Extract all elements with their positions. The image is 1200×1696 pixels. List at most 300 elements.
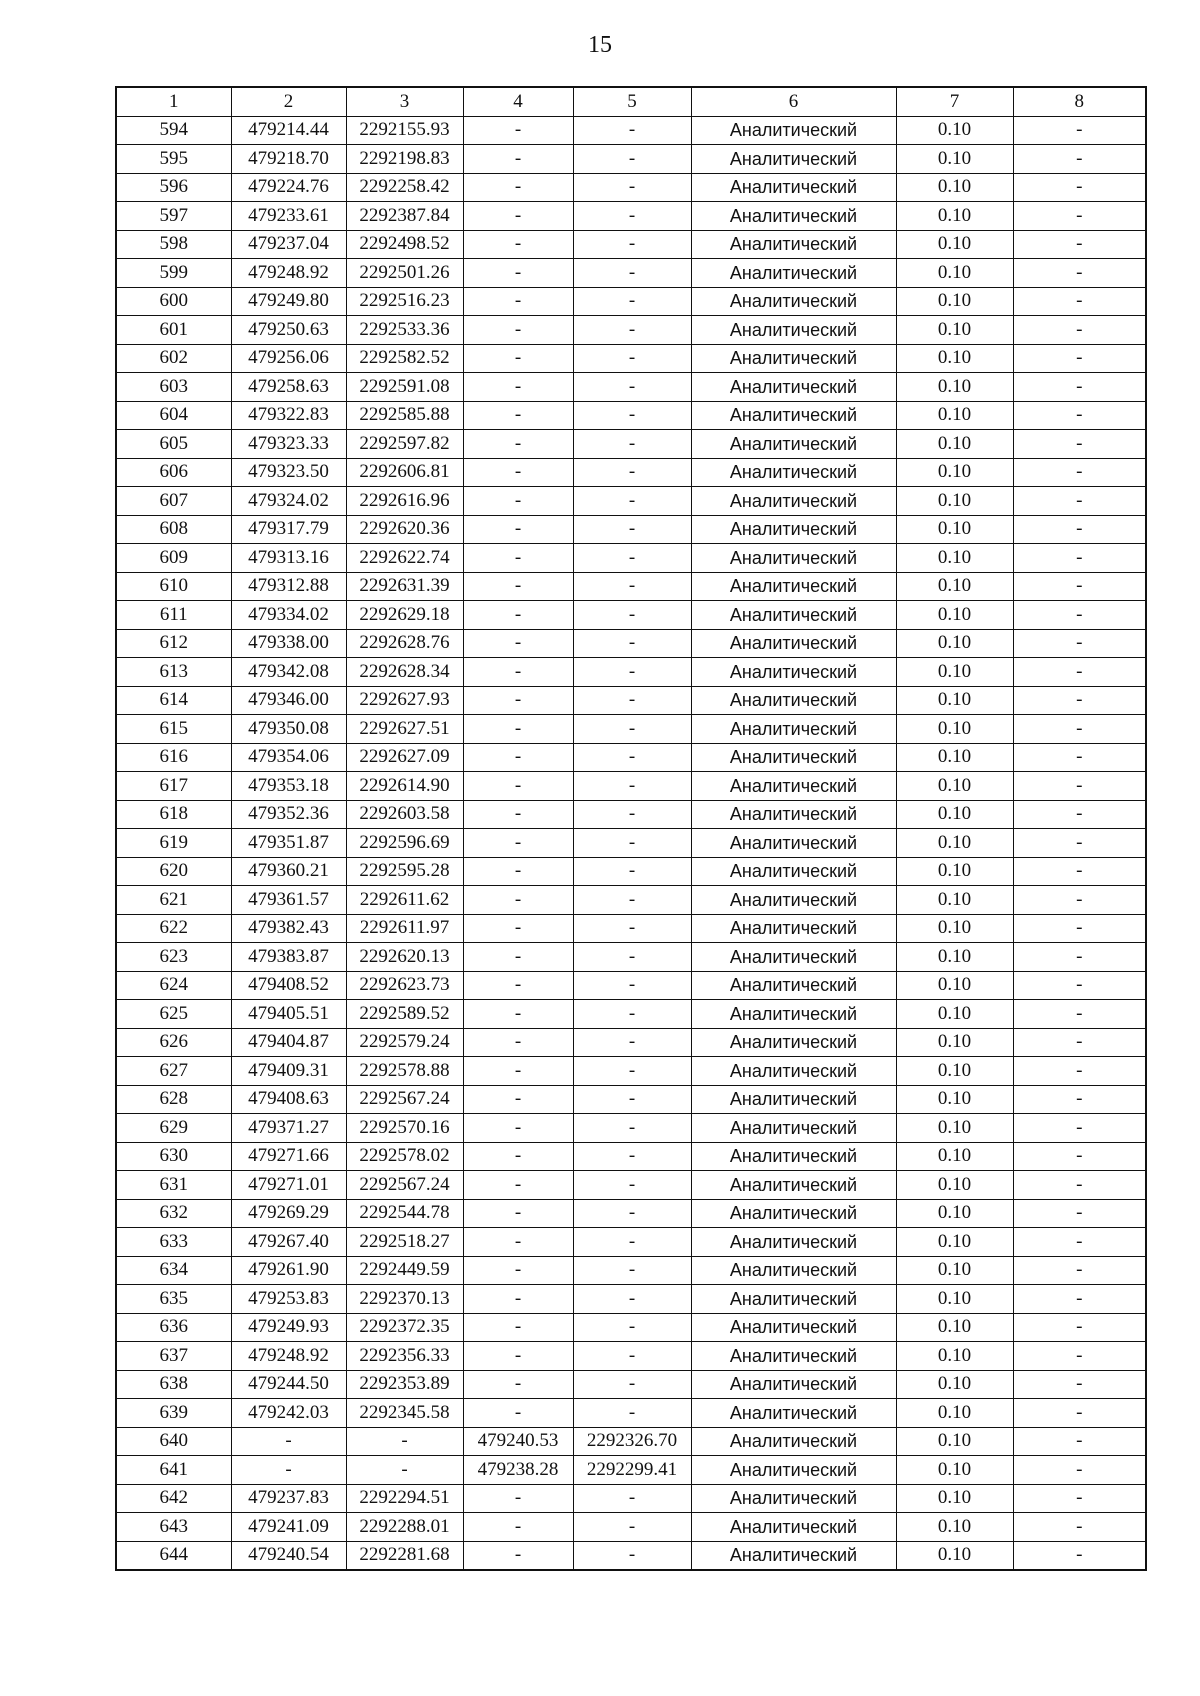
table-cell: - bbox=[1013, 772, 1146, 801]
table-cell: 2292294.51 bbox=[346, 1484, 463, 1513]
table-cell: 479271.66 bbox=[231, 1142, 346, 1171]
table-cell: - bbox=[1013, 971, 1146, 1000]
table-row bbox=[116, 487, 1146, 516]
table-cell: Аналитический bbox=[691, 259, 896, 288]
table-cell: - bbox=[463, 658, 573, 687]
table-cell: 0.10 bbox=[896, 316, 1013, 345]
table-cell: 479312.88 bbox=[231, 572, 346, 601]
table-cell: - bbox=[573, 743, 691, 772]
table-cell: 633 bbox=[116, 1228, 231, 1257]
table-cell: 479383.87 bbox=[231, 943, 346, 972]
table-cell: 0.10 bbox=[896, 1285, 1013, 1314]
table-cell: 595 bbox=[116, 145, 231, 174]
table-cell: Аналитический bbox=[691, 1285, 896, 1314]
table-cell: 2292628.76 bbox=[346, 629, 463, 658]
table-cell: 632 bbox=[116, 1199, 231, 1228]
table-cell: Аналитический bbox=[691, 1114, 896, 1143]
table-cell: 479248.92 bbox=[231, 259, 346, 288]
table-cell: - bbox=[463, 287, 573, 316]
table-cell: 0.10 bbox=[896, 1171, 1013, 1200]
table-cell: - bbox=[231, 1427, 346, 1456]
table-cell: 479409.31 bbox=[231, 1057, 346, 1086]
table-cell: - bbox=[573, 487, 691, 516]
table-cell: 2292611.97 bbox=[346, 914, 463, 943]
table-cell: 2292387.84 bbox=[346, 202, 463, 231]
table-cell: 479240.53 bbox=[463, 1427, 573, 1456]
table-cell: - bbox=[346, 1456, 463, 1485]
table-cell: 612 bbox=[116, 629, 231, 658]
table-cell: - bbox=[1013, 914, 1146, 943]
table-cell: 616 bbox=[116, 743, 231, 772]
header-cell: 4 bbox=[463, 87, 573, 116]
table-cell: 479317.79 bbox=[231, 515, 346, 544]
table-cell: Аналитический bbox=[691, 1399, 896, 1428]
table-row bbox=[116, 1541, 1146, 1570]
table-cell: Аналитический bbox=[691, 1142, 896, 1171]
table-row bbox=[116, 743, 1146, 772]
table-cell: Аналитический bbox=[691, 401, 896, 430]
table-cell: - bbox=[231, 1456, 346, 1485]
table-cell: 0.10 bbox=[896, 1199, 1013, 1228]
table-cell: - bbox=[573, 316, 691, 345]
table-cell: 630 bbox=[116, 1142, 231, 1171]
table-cell: - bbox=[573, 1513, 691, 1542]
table-cell: 2292570.16 bbox=[346, 1114, 463, 1143]
table-cell: 610 bbox=[116, 572, 231, 601]
table-cell: - bbox=[1013, 1085, 1146, 1114]
table-cell: Аналитический bbox=[691, 943, 896, 972]
header-row bbox=[116, 87, 1146, 116]
table-cell: 627 bbox=[116, 1057, 231, 1086]
table-cell: - bbox=[573, 1114, 691, 1143]
table-cell: 479361.57 bbox=[231, 886, 346, 915]
table-cell: 0.10 bbox=[896, 658, 1013, 687]
table-cell: Аналитический bbox=[691, 202, 896, 231]
table-cell: - bbox=[573, 1484, 691, 1513]
table-cell: 628 bbox=[116, 1085, 231, 1114]
table-cell: Аналитический bbox=[691, 1456, 896, 1485]
table-cell: 479249.80 bbox=[231, 287, 346, 316]
table-cell: 2292288.01 bbox=[346, 1513, 463, 1542]
table-cell: - bbox=[463, 971, 573, 1000]
table-cell: 0.10 bbox=[896, 914, 1013, 943]
table-cell: - bbox=[1013, 1313, 1146, 1342]
table-cell: 2292597.82 bbox=[346, 430, 463, 459]
table-row bbox=[116, 344, 1146, 373]
table-cell: 0.10 bbox=[896, 772, 1013, 801]
table-cell: 2292595.28 bbox=[346, 857, 463, 886]
table-cell: - bbox=[1013, 515, 1146, 544]
table-cell: - bbox=[463, 1057, 573, 1086]
table-cell: - bbox=[463, 686, 573, 715]
table-cell: 479248.92 bbox=[231, 1342, 346, 1371]
table-cell: 0.10 bbox=[896, 629, 1013, 658]
table-cell: - bbox=[1013, 458, 1146, 487]
table-cell: Аналитический bbox=[691, 629, 896, 658]
table-cell: Аналитический bbox=[691, 344, 896, 373]
table-cell: - bbox=[1013, 1142, 1146, 1171]
table-cell: - bbox=[573, 857, 691, 886]
table-row bbox=[116, 800, 1146, 829]
table-cell: - bbox=[463, 857, 573, 886]
table-cell: Аналитический bbox=[691, 515, 896, 544]
table-cell: - bbox=[1013, 1057, 1146, 1086]
table-cell: - bbox=[1013, 173, 1146, 202]
page-number: 15 bbox=[588, 32, 612, 58]
table-cell: 0.10 bbox=[896, 1057, 1013, 1086]
table-cell: Аналитический bbox=[691, 1427, 896, 1456]
table-cell: 611 bbox=[116, 601, 231, 630]
table-cell: - bbox=[463, 800, 573, 829]
table-cell: 479261.90 bbox=[231, 1256, 346, 1285]
table-cell: 0.10 bbox=[896, 202, 1013, 231]
table-cell: - bbox=[1013, 287, 1146, 316]
header-cell: 7 bbox=[896, 87, 1013, 116]
table-cell: 0.10 bbox=[896, 515, 1013, 544]
table-row bbox=[116, 1399, 1146, 1428]
table-cell: Аналитический bbox=[691, 430, 896, 459]
table-row bbox=[116, 116, 1146, 145]
table-cell: - bbox=[573, 829, 691, 858]
table-cell: - bbox=[573, 572, 691, 601]
table-cell: 0.10 bbox=[896, 1484, 1013, 1513]
table-cell: 603 bbox=[116, 373, 231, 402]
table-cell: 2292606.81 bbox=[346, 458, 463, 487]
table-cell: - bbox=[573, 1256, 691, 1285]
table-cell: - bbox=[1013, 1000, 1146, 1029]
table-cell: 604 bbox=[116, 401, 231, 430]
table-row bbox=[116, 287, 1146, 316]
table-cell: - bbox=[463, 116, 573, 145]
table-row bbox=[116, 1256, 1146, 1285]
table-cell: 613 bbox=[116, 658, 231, 687]
table-cell: 479408.52 bbox=[231, 971, 346, 1000]
table-row bbox=[116, 458, 1146, 487]
table-cell: - bbox=[1013, 686, 1146, 715]
table-cell: 0.10 bbox=[896, 1085, 1013, 1114]
table-cell: - bbox=[463, 1399, 573, 1428]
table-cell: - bbox=[1013, 1285, 1146, 1314]
table-cell: 0.10 bbox=[896, 487, 1013, 516]
table-cell: - bbox=[573, 430, 691, 459]
table-cell: - bbox=[463, 373, 573, 402]
table-cell: - bbox=[463, 401, 573, 430]
table-cell: 2292155.93 bbox=[346, 116, 463, 145]
table-cell: 602 bbox=[116, 344, 231, 373]
table-cell: 643 bbox=[116, 1513, 231, 1542]
table-cell: - bbox=[463, 1028, 573, 1057]
table-cell: 2292622.74 bbox=[346, 544, 463, 573]
table-row bbox=[116, 1199, 1146, 1228]
table-cell: Аналитический bbox=[691, 287, 896, 316]
table-cell: 479323.33 bbox=[231, 430, 346, 459]
table-cell: - bbox=[463, 1085, 573, 1114]
table-cell: 2292620.13 bbox=[346, 943, 463, 972]
table-row bbox=[116, 772, 1146, 801]
table-cell: 0.10 bbox=[896, 886, 1013, 915]
table-cell: - bbox=[1013, 943, 1146, 972]
table-cell: - bbox=[463, 772, 573, 801]
table-cell: - bbox=[463, 943, 573, 972]
table-row bbox=[116, 373, 1146, 402]
table-cell: - bbox=[1013, 1370, 1146, 1399]
table-cell: - bbox=[463, 1171, 573, 1200]
table-cell: 479241.09 bbox=[231, 1513, 346, 1542]
table-cell: - bbox=[573, 1142, 691, 1171]
table-cell: 0.10 bbox=[896, 1142, 1013, 1171]
table-cell: 479256.06 bbox=[231, 344, 346, 373]
table-row bbox=[116, 715, 1146, 744]
table-cell: 2292370.13 bbox=[346, 1285, 463, 1314]
table-cell: - bbox=[573, 1028, 691, 1057]
table-cell: 479258.63 bbox=[231, 373, 346, 402]
table-cell: 2292198.83 bbox=[346, 145, 463, 174]
table-cell: Аналитический bbox=[691, 743, 896, 772]
table-cell: 0.10 bbox=[896, 572, 1013, 601]
table-cell: - bbox=[1013, 629, 1146, 658]
table-cell: 0.10 bbox=[896, 829, 1013, 858]
table-cell: - bbox=[463, 316, 573, 345]
table-cell: - bbox=[463, 1285, 573, 1314]
table-cell: - bbox=[1013, 829, 1146, 858]
table-cell: 599 bbox=[116, 259, 231, 288]
table-row bbox=[116, 686, 1146, 715]
table-cell: 479351.87 bbox=[231, 829, 346, 858]
table-header bbox=[116, 87, 1146, 116]
table-cell: 598 bbox=[116, 230, 231, 259]
table-cell: - bbox=[1013, 1171, 1146, 1200]
table-cell: 642 bbox=[116, 1484, 231, 1513]
table-cell: - bbox=[463, 344, 573, 373]
table-cell: - bbox=[1013, 658, 1146, 687]
table-cell: - bbox=[1013, 259, 1146, 288]
table-cell: 608 bbox=[116, 515, 231, 544]
table-cell: 0.10 bbox=[896, 1427, 1013, 1456]
table-cell: - bbox=[1013, 430, 1146, 459]
table-row bbox=[116, 857, 1146, 886]
table-cell: Аналитический bbox=[691, 971, 896, 1000]
table-cell: 2292533.36 bbox=[346, 316, 463, 345]
table-cell: - bbox=[463, 601, 573, 630]
table-cell: Аналитический bbox=[691, 173, 896, 202]
table-cell: Аналитический bbox=[691, 230, 896, 259]
table-cell: - bbox=[1013, 743, 1146, 772]
table-cell: 0.10 bbox=[896, 800, 1013, 829]
table-cell: - bbox=[1013, 1256, 1146, 1285]
table-cell: 600 bbox=[116, 287, 231, 316]
table-cell: - bbox=[573, 686, 691, 715]
table-cell: - bbox=[573, 658, 691, 687]
table-cell: 2292628.34 bbox=[346, 658, 463, 687]
table-cell: 479224.76 bbox=[231, 173, 346, 202]
table-cell: 2292258.42 bbox=[346, 173, 463, 202]
table-cell: 479350.08 bbox=[231, 715, 346, 744]
table-cell: 2292356.33 bbox=[346, 1342, 463, 1371]
table-cell: - bbox=[463, 230, 573, 259]
table-cell: - bbox=[463, 914, 573, 943]
table-row bbox=[116, 202, 1146, 231]
table-cell: - bbox=[573, 116, 691, 145]
table-cell: 479324.02 bbox=[231, 487, 346, 516]
table-cell: 638 bbox=[116, 1370, 231, 1399]
table-cell: 479242.03 bbox=[231, 1399, 346, 1428]
table-row bbox=[116, 1513, 1146, 1542]
table-cell: - bbox=[463, 886, 573, 915]
table-cell: - bbox=[1013, 1228, 1146, 1257]
table-cell: Аналитический bbox=[691, 601, 896, 630]
table-cell: 2292516.23 bbox=[346, 287, 463, 316]
table-cell: - bbox=[463, 743, 573, 772]
table-cell: - bbox=[1013, 1541, 1146, 1570]
table-cell: - bbox=[1013, 230, 1146, 259]
table-cell: - bbox=[1013, 1484, 1146, 1513]
table-row bbox=[116, 316, 1146, 345]
table-cell: Аналитический bbox=[691, 1256, 896, 1285]
header-cell: 6 bbox=[691, 87, 896, 116]
table-cell: 479240.54 bbox=[231, 1541, 346, 1570]
table-cell: - bbox=[573, 515, 691, 544]
table-cell: - bbox=[463, 1256, 573, 1285]
table-cell: 2292616.96 bbox=[346, 487, 463, 516]
table-cell: 0.10 bbox=[896, 230, 1013, 259]
table-cell: - bbox=[1013, 1342, 1146, 1371]
table-cell: 479354.06 bbox=[231, 743, 346, 772]
table-cell: - bbox=[1013, 1114, 1146, 1143]
table-cell: - bbox=[1013, 401, 1146, 430]
table-cell: - bbox=[1013, 800, 1146, 829]
table-cell: Аналитический bbox=[691, 458, 896, 487]
table-row bbox=[116, 1114, 1146, 1143]
table-row bbox=[116, 145, 1146, 174]
table-row bbox=[116, 1028, 1146, 1057]
table-row bbox=[116, 829, 1146, 858]
table-cell: 479271.01 bbox=[231, 1171, 346, 1200]
table-cell: 626 bbox=[116, 1028, 231, 1057]
table-cell: 2292631.39 bbox=[346, 572, 463, 601]
table-cell: 0.10 bbox=[896, 544, 1013, 573]
table-row bbox=[116, 1057, 1146, 1086]
table-cell: 0.10 bbox=[896, 1456, 1013, 1485]
table-cell: 634 bbox=[116, 1256, 231, 1285]
table-cell: 0.10 bbox=[896, 1399, 1013, 1428]
table-cell: 479233.61 bbox=[231, 202, 346, 231]
table-cell: Аналитический bbox=[691, 1541, 896, 1570]
table-cell: - bbox=[573, 373, 691, 402]
table-row bbox=[116, 886, 1146, 915]
table-cell: 0.10 bbox=[896, 1228, 1013, 1257]
table-cell: - bbox=[463, 1513, 573, 1542]
table-cell: 2292578.88 bbox=[346, 1057, 463, 1086]
table-row bbox=[116, 1228, 1146, 1257]
table-cell: 479408.63 bbox=[231, 1085, 346, 1114]
table-cell: 0.10 bbox=[896, 145, 1013, 174]
table-cell: - bbox=[573, 1370, 691, 1399]
table-cell: - bbox=[463, 544, 573, 573]
table-row bbox=[116, 629, 1146, 658]
table-cell: 479218.70 bbox=[231, 145, 346, 174]
table-cell: - bbox=[573, 1541, 691, 1570]
table-cell: 605 bbox=[116, 430, 231, 459]
header-cell: 5 bbox=[573, 87, 691, 116]
table-cell: - bbox=[463, 259, 573, 288]
table-cell: Аналитический bbox=[691, 145, 896, 174]
table-cell: - bbox=[573, 287, 691, 316]
table-cell: - bbox=[573, 943, 691, 972]
table-cell: 0.10 bbox=[896, 743, 1013, 772]
table-cell: - bbox=[463, 1114, 573, 1143]
table-cell: - bbox=[1013, 886, 1146, 915]
table-cell: 479214.44 bbox=[231, 116, 346, 145]
table-cell: Аналитический bbox=[691, 1085, 896, 1114]
table-cell: - bbox=[463, 430, 573, 459]
table-cell: - bbox=[573, 1000, 691, 1029]
table-row bbox=[116, 401, 1146, 430]
table-cell: 620 bbox=[116, 857, 231, 886]
table-cell: 597 bbox=[116, 202, 231, 231]
table-cell: 594 bbox=[116, 116, 231, 145]
table-cell: 2292603.58 bbox=[346, 800, 463, 829]
table-cell: Аналитический bbox=[691, 1513, 896, 1542]
table-cell: - bbox=[463, 629, 573, 658]
table-cell: - bbox=[1013, 1028, 1146, 1057]
table-cell: Аналитический bbox=[691, 373, 896, 402]
table-cell: 2292582.52 bbox=[346, 344, 463, 373]
table-cell: 479237.04 bbox=[231, 230, 346, 259]
table-row bbox=[116, 1427, 1146, 1456]
table-cell: 479244.50 bbox=[231, 1370, 346, 1399]
table-cell: 2292518.27 bbox=[346, 1228, 463, 1257]
table-cell: Аналитический bbox=[691, 1057, 896, 1086]
table-row bbox=[116, 1171, 1146, 1200]
table-cell: - bbox=[1013, 1399, 1146, 1428]
table-cell: 479404.87 bbox=[231, 1028, 346, 1057]
table-cell: 479338.00 bbox=[231, 629, 346, 658]
table-cell: - bbox=[1013, 572, 1146, 601]
table-cell: Аналитический bbox=[691, 715, 896, 744]
table-cell: 0.10 bbox=[896, 1541, 1013, 1570]
table-cell: Аналитический bbox=[691, 914, 896, 943]
table-cell: 614 bbox=[116, 686, 231, 715]
table-cell: 2292589.52 bbox=[346, 1000, 463, 1029]
table-cell: 479346.00 bbox=[231, 686, 346, 715]
table-cell: - bbox=[1013, 1513, 1146, 1542]
table-cell: 0.10 bbox=[896, 116, 1013, 145]
table-row bbox=[116, 601, 1146, 630]
table-cell: 479250.63 bbox=[231, 316, 346, 345]
table-cell: - bbox=[463, 173, 573, 202]
table-cell: - bbox=[1013, 715, 1146, 744]
table-cell: 0.10 bbox=[896, 1256, 1013, 1285]
table-cell: Аналитический bbox=[691, 857, 896, 886]
table-cell: 636 bbox=[116, 1313, 231, 1342]
table-cell: - bbox=[573, 1285, 691, 1314]
table-cell: - bbox=[1013, 857, 1146, 886]
table-cell: 625 bbox=[116, 1000, 231, 1029]
table-cell: 2292326.70 bbox=[573, 1427, 691, 1456]
table-row bbox=[116, 1370, 1146, 1399]
table-cell: 596 bbox=[116, 173, 231, 202]
table-cell: 621 bbox=[116, 886, 231, 915]
table-cell: 479249.93 bbox=[231, 1313, 346, 1342]
table-cell: Аналитический bbox=[691, 1228, 896, 1257]
table-cell: 639 bbox=[116, 1399, 231, 1428]
table-cell: - bbox=[463, 572, 573, 601]
header-cell: 1 bbox=[116, 87, 231, 116]
table-cell: 2292578.02 bbox=[346, 1142, 463, 1171]
table-cell: 0.10 bbox=[896, 430, 1013, 459]
table-cell: - bbox=[463, 1228, 573, 1257]
table-cell: 2292620.36 bbox=[346, 515, 463, 544]
